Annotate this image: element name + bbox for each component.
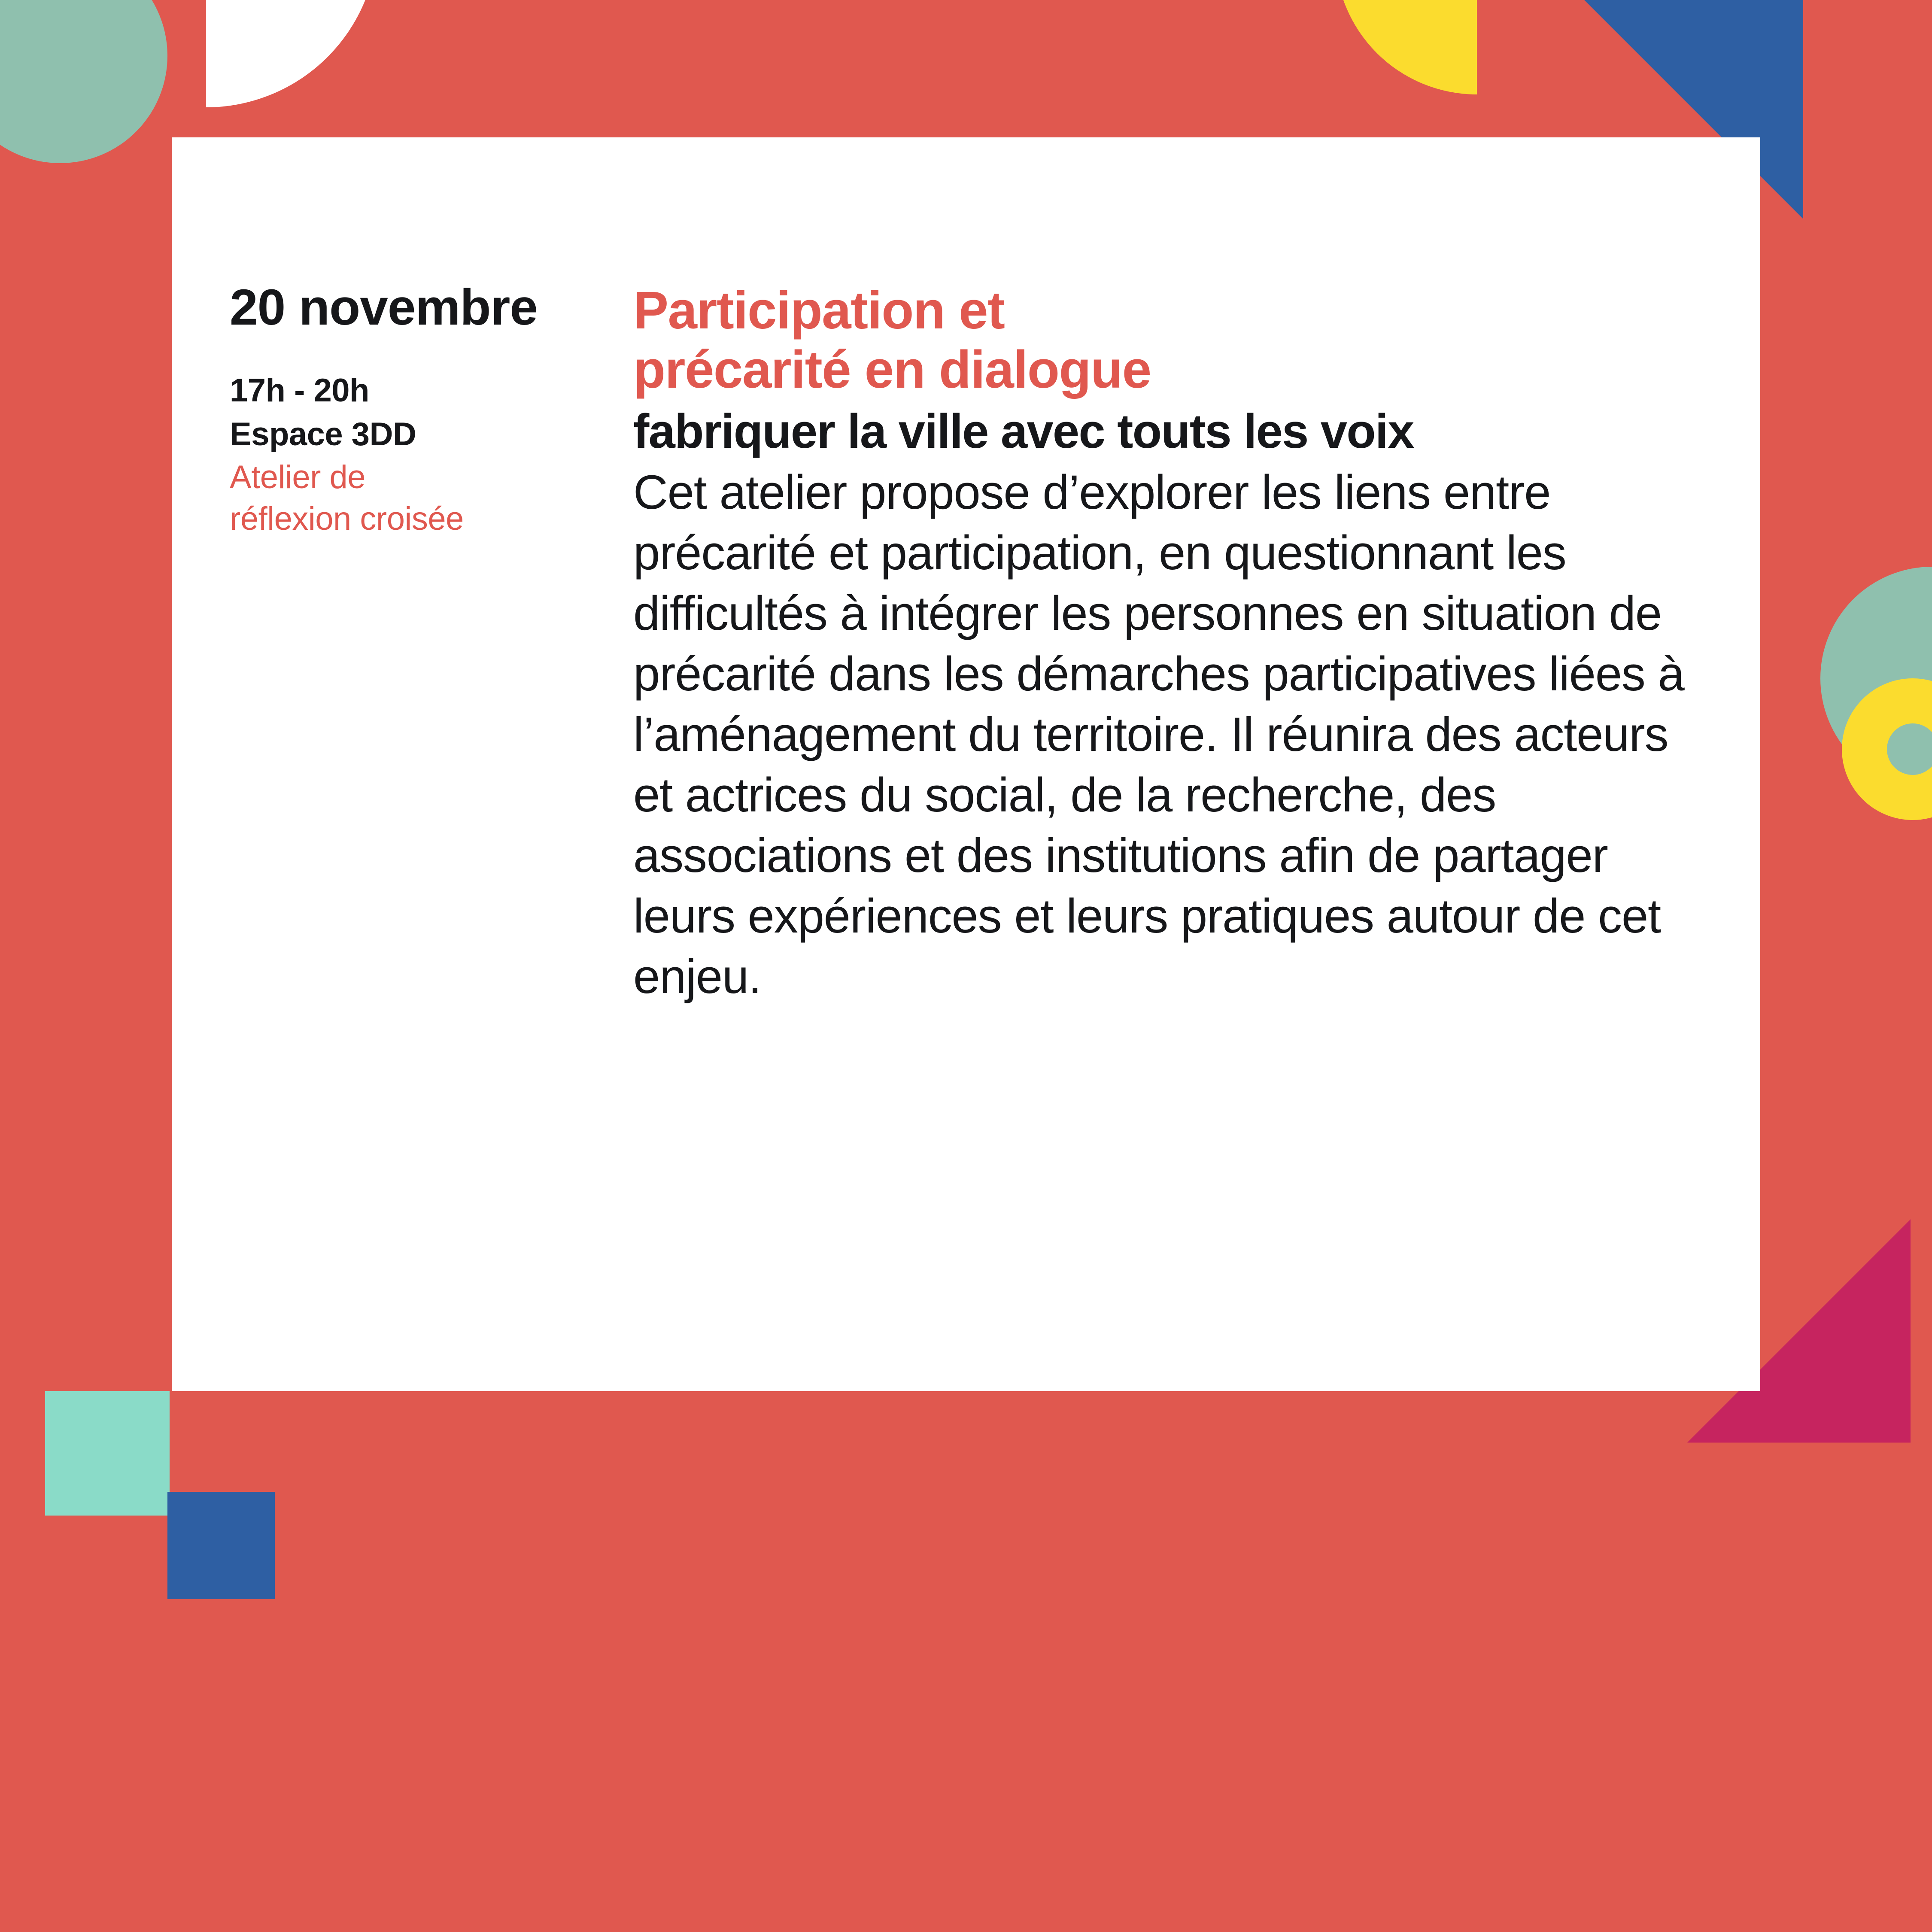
event-title-line-2: précarité en dialogue <box>633 340 1151 399</box>
event-subtitle: fabriquer la ville avec touts les voix <box>633 404 1414 458</box>
event-meta-column <box>230 281 633 540</box>
event-card-content <box>172 137 1760 1007</box>
event-date: 20 novembre <box>230 279 538 336</box>
blue-square-bottom-left-shape <box>167 1492 275 1599</box>
sage-circle-top-left-shape <box>0 0 167 163</box>
event-description: Cet atelier propose d’explorer les liens entre précarité et participation, en questionnant les difficultés à intégrer les personnes en situation de précarité dans les démarches participatives liées à l’aménagement du territoire. Il réunira des acteurs et actrices du social, de la recherche, des associations et des institutions afin de partager leurs expériences et leurs pratiques autour de cet enjeu. <box>633 465 1684 1004</box>
event-title-line-1: Participation et <box>633 281 1005 340</box>
event-venue: Espace 3DD <box>230 416 416 453</box>
yellow-quarter-disc-top-shape <box>1335 0 1477 94</box>
event-format-line-2: réflexion croisée <box>230 500 464 537</box>
event-format-line-1: Atelier de <box>230 459 366 495</box>
event-text-column <box>633 281 1760 1007</box>
white-quarter-disc-top-left-shape <box>206 0 378 107</box>
mint-square-bottom-left-shape <box>45 1391 170 1516</box>
event-card <box>172 137 1760 1391</box>
event-time: 17h - 20h <box>230 372 369 409</box>
